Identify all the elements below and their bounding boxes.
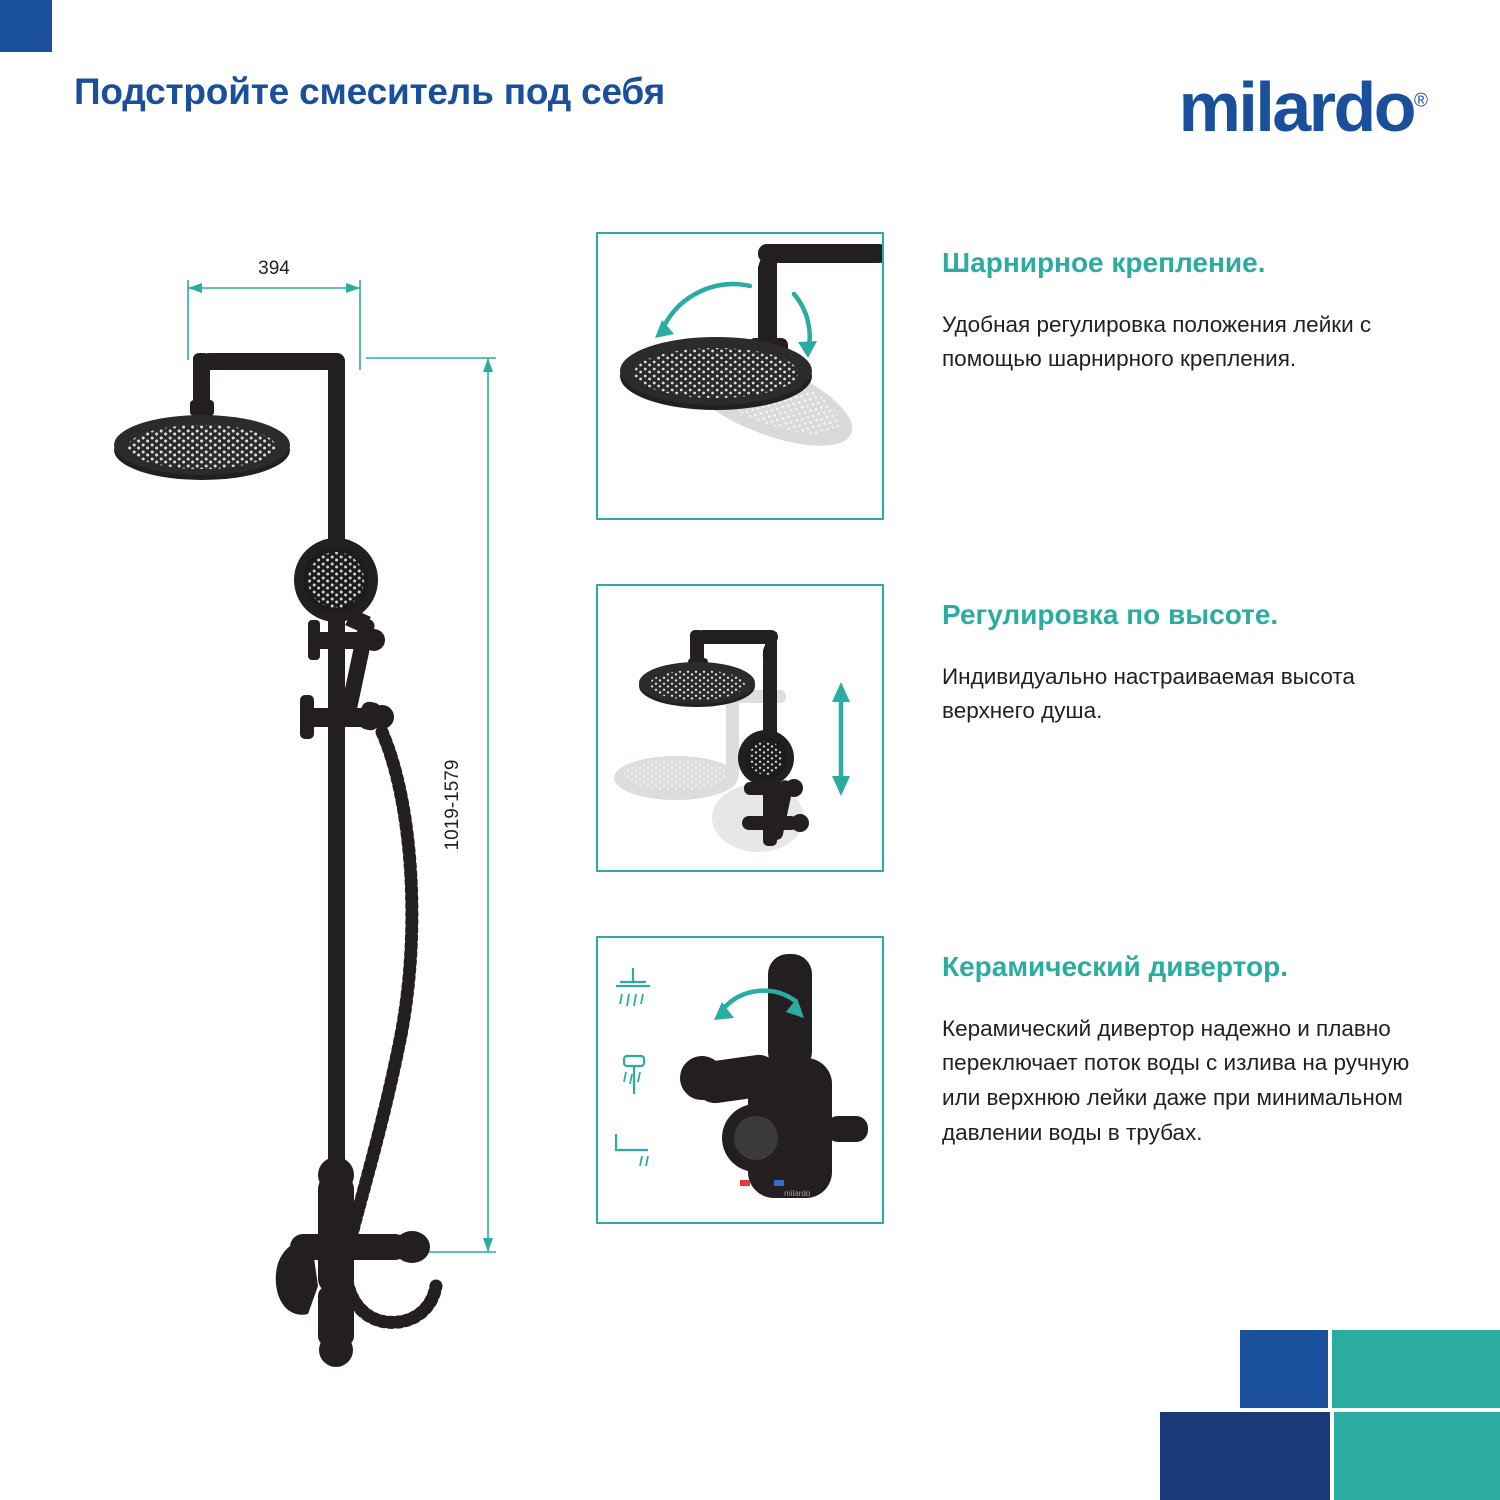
feature-row-height-adjustment — [596, 584, 1456, 872]
feature-title: Регулировка по высоте. — [942, 599, 1279, 630]
feature-description: Удобная регулировка положения лейки с помощью шарнирного крепления. — [942, 311, 1372, 372]
hot-indicator — [740, 1180, 750, 1186]
accent-block-navy-bottom — [1160, 1412, 1330, 1500]
corner-accent-bottom-right — [1000, 1330, 1500, 1500]
accent-block-blue-mid — [1240, 1330, 1328, 1408]
dimension-width-label: 394 — [258, 258, 290, 279]
overhead-shower-head — [114, 415, 290, 480]
feature-description: Керамический дивертор надежно и плавно переключает поток воды с излива на ручную или верхнюю лейки даже при минимальном давлении воды в трубах. — [942, 1015, 1410, 1146]
mixer-faucet-body — [276, 1157, 430, 1367]
brand-logo-text: milardo — [1178, 68, 1414, 146]
feature-description: Индивидуально настраиваемая высота верхнего душа. — [942, 663, 1355, 724]
dimension-height-label: 1019-1579 — [442, 759, 463, 851]
page-header — [0, 0, 1500, 220]
accent-block-teal-top — [1332, 1330, 1500, 1408]
feature-row-ceramic-diverter — [596, 936, 1456, 1224]
product-technical-drawing — [60, 240, 580, 1370]
feature-thumbnail-ceramic-diverter — [596, 936, 884, 1224]
upper-shower-head — [639, 662, 755, 707]
water-mode-icons — [616, 968, 650, 1166]
feature-title: Керамический дивертор. — [942, 951, 1288, 982]
cold-indicator — [774, 1180, 784, 1186]
main-shower-head — [620, 337, 812, 410]
shower-hose — [346, 732, 436, 1322]
feature-title: Шарнирное крепление. — [942, 247, 1266, 278]
accent-block-teal-bottom — [1334, 1412, 1500, 1500]
feature-text-ceramic-diverter — [942, 936, 1442, 1151]
brand-logo — [1178, 68, 1428, 146]
brand-mark-small: milardo — [784, 1189, 811, 1198]
registered-trademark-icon: ® — [1414, 90, 1428, 112]
feature-thumbnail-height-adjustment — [596, 584, 884, 872]
feature-text-swivel-mount — [942, 232, 1442, 377]
feature-text-height-adjustment — [942, 584, 1442, 729]
page-title: Подстройте смеситель под себя — [74, 71, 665, 112]
features-list — [596, 232, 1456, 1288]
hand-shower-on-slider — [738, 730, 809, 841]
feature-row-swivel-mount — [596, 232, 1456, 520]
feature-thumbnail-swivel-mount — [596, 232, 884, 520]
